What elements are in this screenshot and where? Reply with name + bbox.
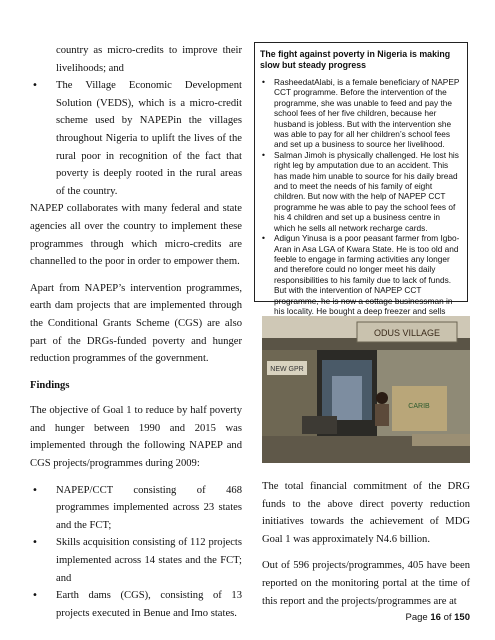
- programme-list: [30, 77, 242, 200]
- earth-dam-paragraph: Apart from NAPEP’s intervention programmes, earth dam projects that are implemented through the Conditional Grants Scheme (CGS) are also part of the DRGs-funded poverty and hunger reduction programmes of the government.: [30, 282, 242, 365]
- beneficiary-list: [260, 77, 461, 337]
- beneficiary-item: • Salman Jimoh is physically challenged. He lost his right leg by amputation due to an accident. This has made him unable to source for his daily bread and to meet the needs of his family of eight children. But now with the help of NAPEP CCT programme he was able to pay the school fees of his 4 children and set up a business centre in which he sells all network recharge cards.: [260, 150, 461, 233]
- page-number: 16: [430, 612, 441, 623]
- box-title: The fight against poverty in Nigeria is making slow but steady progress: [260, 49, 451, 70]
- sign-right-text: CARIB: [408, 403, 430, 410]
- portal-paragraph: Out of 596 projects/programmes, 405 have been reported on the monitoring portal at the time of this report and the projects/programmes are at: [262, 560, 470, 607]
- right-column: [262, 478, 470, 619]
- financial-paragraph: The total financial commitment of the DRG funds to the above direct poverty reduction initiatives towards the achievement of MDG Goal 1 was approximately N4.6 billion.: [262, 481, 470, 545]
- of-label: of: [443, 612, 452, 623]
- goal-paragraph: The objective of Goal 1 to reduce by half poverty and hunger between 1990 and 2015 was implemented through the following NAPEP and CGS projects/programmes during 2009:: [30, 405, 242, 470]
- findings-item: • Earth dams (CGS), consisting of 13 projects executed in Benue and Imo states.: [30, 587, 242, 622]
- page-label: Page: [405, 612, 428, 623]
- sign-left-text: NEW GPR: [270, 366, 304, 373]
- findings-heading: Findings: [30, 379, 70, 391]
- left-column: [30, 42, 242, 622]
- page-total: 150: [454, 612, 470, 623]
- beneficiary-item: • RasheedatAlabi, is a female beneficiary of NAPEP CCT programme. Before the intervention of the programme, she was unable to feed and pay the school fees of her five children, because her husband is jobless. But with the intervention she was able to pay for all her children’s school fees and set up a business to source her livelihood.: [260, 77, 461, 150]
- shop-photo-illustration: [262, 316, 470, 463]
- beneficiary-item: • Adigun Yinusa is a poor peasant farmer from Igbo-Aran in Asa LGA of Kwara State. He is too old and feeble to engage in farming activities any longer and therefore could no longer meet his daily responsibilities to his family due to lack of funds. But with the intervention of NAPEP CCT programme, he is now a cottage businessman in his locality. He bought a deep freezer and sells: [260, 233, 461, 337]
- findings-list: [30, 482, 242, 623]
- page-footer: [406, 612, 470, 623]
- findings-item: • Skills acquisition consisting of 112 projects implemented across 14 states and the FCT; and: [30, 534, 242, 587]
- shop-photo: [262, 316, 470, 463]
- findings-item: • NAPEP/CCT consisting of 468 programmes implemented across 23 states and the FCT;: [30, 482, 242, 535]
- veds-item: • The Village Economic Development Solution (VEDS), which is a micro-credit scheme used by NAPEPin the villages throughout Nigeria to uplift the lives of the rural poor in recognition of the fact that poverty is deeply rooted in the rural areas of the country.: [30, 77, 242, 200]
- napep-collab-paragraph: NAPEP collaborates with many federal and state agencies all over the country to implement these programmes through which micro-credits are channelled to the poor in order to empower them.: [30, 203, 242, 268]
- veds-continuation: country as micro-credits to improve their livelihoods; and: [56, 45, 242, 74]
- case-study-box: [254, 42, 468, 316]
- sign-top-text: ODUS VILLAGE: [373, 328, 441, 338]
